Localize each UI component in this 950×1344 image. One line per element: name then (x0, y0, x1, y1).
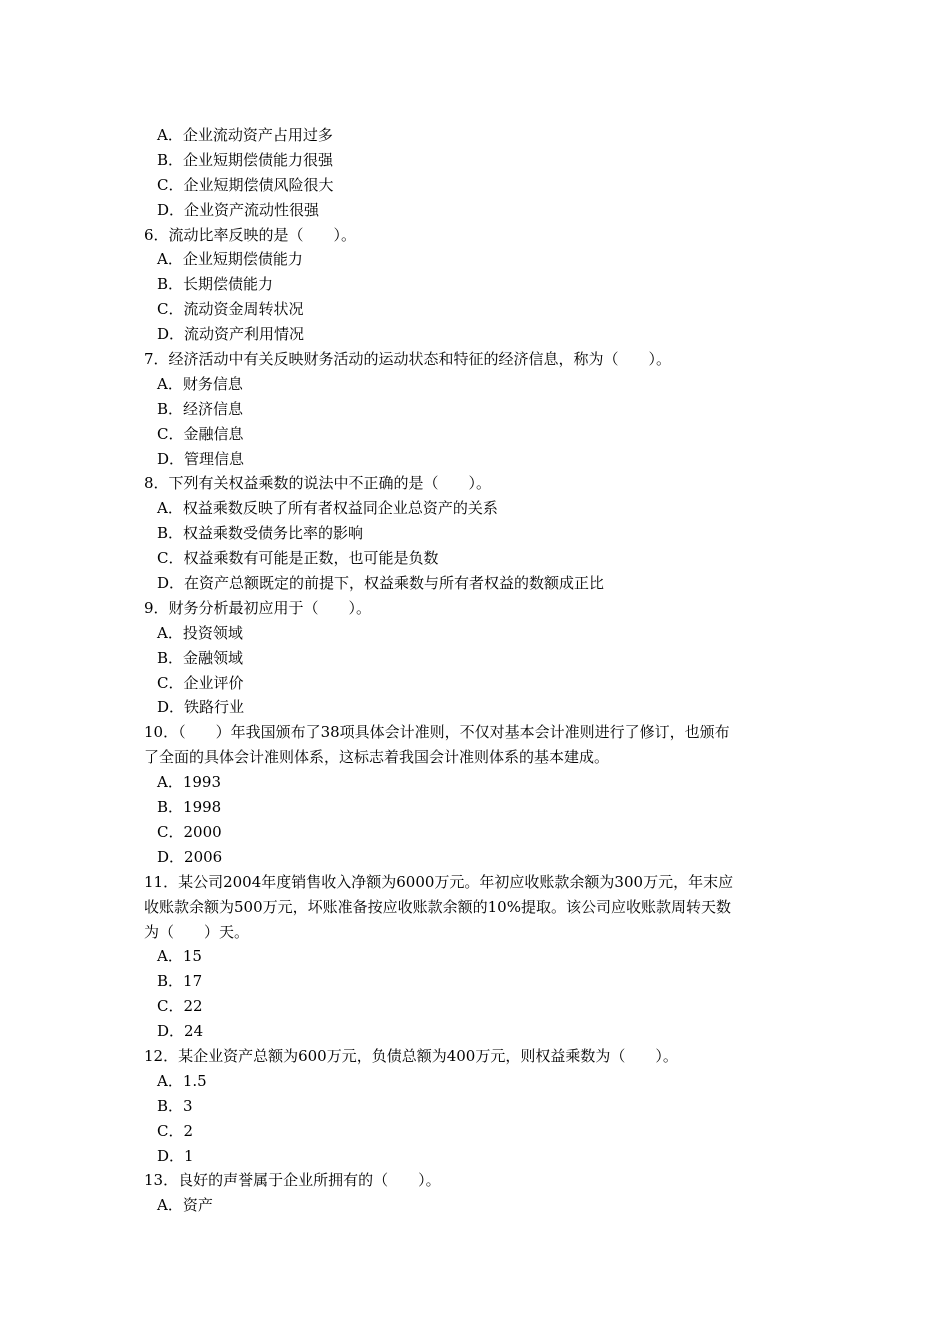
q11-option-b: B．17 (157, 972, 203, 991)
q8-option-c: C．权益乘数有可能是正数，也可能是负数 (157, 549, 439, 568)
q5-option-d: D．企业资产流动性很强 (157, 200, 320, 219)
q10-option-a: A．1993 (157, 773, 222, 792)
q8-option-b: B．权益乘数受债务比率的影响 (157, 524, 364, 543)
q10-option-d: D．2006 (157, 847, 223, 866)
q9-option-d: D．铁路行业 (157, 698, 245, 717)
q11-option-d: D．24 (157, 1022, 204, 1041)
q10-option-b: B．1998 (157, 798, 222, 817)
document-page (0, 123, 950, 1218)
question-8-stem: 8．下列有关权益乘数的说法中不正确的是（ ）。 (144, 474, 492, 493)
q7-option-b: B．经济信息 (157, 399, 244, 418)
q6-option-c: C．流动资金周转状况 (157, 300, 304, 319)
q5-option-a: A．企业流动资产占用过多 (157, 126, 333, 144)
q11-option-a: A．15 (157, 947, 202, 966)
q9-option-a: A．投资领域 (157, 623, 243, 642)
question-12-stem: 12．某企业资产总额为600万元，负债总额为400万元，则权益乘数为（ ）。 (144, 1046, 678, 1065)
question-10-stem-line-1: 10．（ ）年我国颁布了38项具体会计准则，不仅对基本会计准则进行了修订，也颁布 (144, 723, 730, 742)
q5-option-c: C．企业短期偿债风险很大 (157, 175, 334, 194)
question-11-stem-line-3: 为（ ）天。 (144, 922, 250, 941)
question-6-stem: 6．流动比率反映的是（ ）。 (144, 225, 357, 244)
q12-option-d: D．1 (157, 1146, 194, 1165)
q13-option-a: A．资产 (157, 1196, 213, 1215)
question-7-stem: 7．经济活动中有关反映财务活动的运动状态和特征的经济信息，称为（ ）。 (144, 350, 672, 369)
question-9-stem: 9．财务分析最初应用于（ ）。 (144, 598, 372, 617)
q12-option-c: C．2 (157, 1121, 194, 1140)
q6-option-a: A．企业短期偿债能力 (157, 250, 303, 269)
q6-option-b: B．长期偿债能力 (157, 275, 274, 294)
q8-option-a: A．权益乘数反映了所有者权益同企业总资产的关系 (157, 499, 498, 518)
question-11-stem-line-2: 收账款余额为500万元，坏账准备按应收账款余额的10%提取。该公司应收账款周转天数 (144, 897, 731, 916)
q12-option-a: A．1.5 (157, 1071, 207, 1090)
q7-option-a: A．财务信息 (157, 374, 243, 393)
q10-option-c: C．2000 (157, 822, 222, 841)
q12-option-b: B．3 (157, 1096, 193, 1115)
question-10-stem-line-2: 了全面的具体会计准则体系，这标志着我国会计准则体系的基本建成。 (144, 748, 610, 767)
q11-option-c: C．22 (157, 997, 203, 1016)
q9-option-b: B．金融领域 (157, 648, 244, 667)
question-13-stem: 13．良好的声誉属于企业所拥有的（ ）。 (144, 1171, 441, 1190)
q5-option-b: B．企业短期偿债能力很强 (157, 150, 334, 169)
q7-option-c: C．金融信息 (157, 424, 244, 443)
q7-option-d: D．管理信息 (157, 449, 245, 468)
q6-option-d: D．流动资产利用情况 (157, 325, 305, 344)
q9-option-c: C．企业评价 (157, 673, 244, 692)
question-11-stem-line-1: 11．某公司2004年度销售收入净额为6000万元。年初应收账款余额为300万元，年末应 (144, 872, 734, 891)
q8-option-d: D．在资产总额既定的前提下，权益乘数与所有者权益的数额成正比 (157, 574, 605, 593)
